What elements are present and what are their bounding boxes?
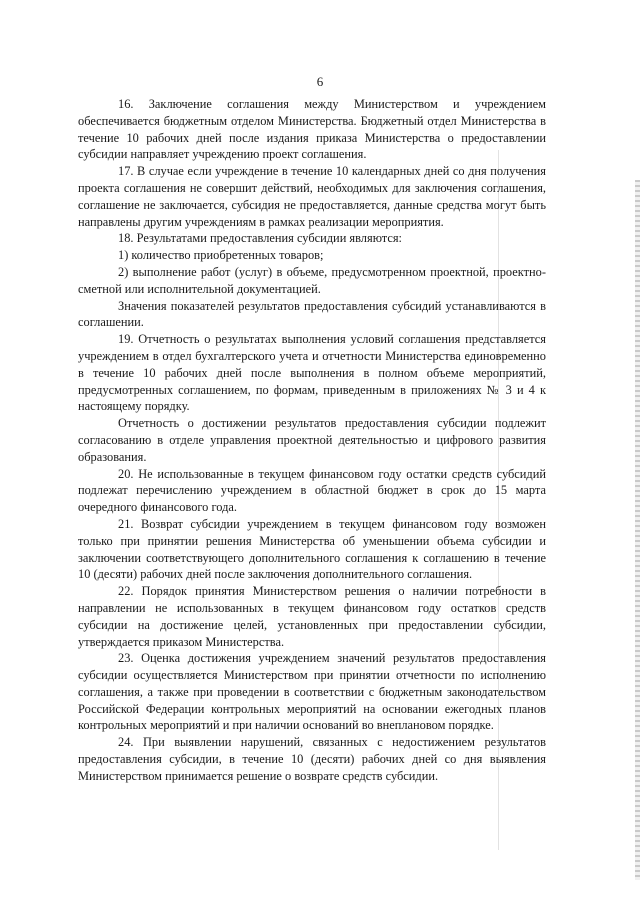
paragraph-16: 16. Заключение соглашения между Министерством и учреждением обеспечивается бюджетным отделом Министерства. Бюджетный отдел Министерства в течение 10 рабочих дней после издания приказа Министерства о предоставлении субсидии направляет учреждению проект соглашения. [78,97,546,162]
paragraph-24: 24. При выявлении нарушений, связанных с недостижением результатов предоставления субсидии, в течение 10 (десяти) рабочих дней со дня выявления Министерством принимается решение о возврате средств субсидии. [78,735,546,783]
page-number: 6 [316,74,324,89]
list-item-1: 1) количество приобретенных товаров; [118,248,324,263]
paragraph-21: 21. Возврат субсидии учреждением в текущем финансовом году возможен только при принятии решения Министерства об уменьшении объема субсидии и заключении соответствующего дополнительного соглашения к соглашению в течение 10 (десяти) рабочих дней после заключения дополнительного соглашения. [78,516,546,582]
paragraph-22: 22. Порядок принятия Министерством решения о наличии потребности в направлении не использованных в текущем финансовом году остатков средств субсидии на достижение целей, установленных при предоставлении субсидии, утверждается приказом Министерства. [78,584,546,649]
paragraph-reporting-note: Отчетность о достижении результатов предоставления субсидии подлежит согласованию в отделе управления проектной деятельностью и цифрового развития образования. [78,416,546,464]
paragraph-18: 18. Результатами предоставления субсидии являются: [118,231,402,246]
paragraph-20: 20. Не использованные в текущем финансовом году остатки средств субсидий подлежат перечислению учреждением в областной бюджет в срок до 15 марта очередного финансового года. [78,466,546,515]
paragraph-values-note: Значения показателей результатов предоставления субсидий устанавливаются в соглашении. [78,298,546,330]
paragraph-23: 23. Оценка достижения учреждением значений результатов предоставления субсидии осуществляется Министерством при принятии отчетности по исполнению соглашения, а также при проведении в соответствии с бюджетным законодательством Российской Федерации контрольных мероприятий на основании ежегодных планов контрольных мероприятий и при наличии оснований во внеплановом порядке. [78,651,546,733]
scan-edge-artifact [635,180,640,880]
list-item-2: 2) выполнение работ (услуг) в объеме, предусмотренном проектной, проектно-сметной или исполнительной документацией. [78,264,546,296]
document-body [78,96,546,785]
paragraph-19: 19. Отчетность о результатах выполнения условий соглашения представляется учреждением в отдел бухгалтерского учета и отчетности Министерства единовременно в течение 10 рабочих дней после выполнения в полном объеме мероприятий, предусмотренных соглашением, по формам, приведенным в приложениях № 3 и 4 к настоящему порядку. [78,332,546,414]
paragraph-17: 17. В случае если учреждение в течение 10 календарных дней со дня получения проекта соглашения не совершит действий, необходимых для заключения соглашения, соглашение не заключается, субсидия не предоставляется, данные средства могут быть направлены другим учреждениям в рамках реализации мероприятия. [78,164,546,229]
